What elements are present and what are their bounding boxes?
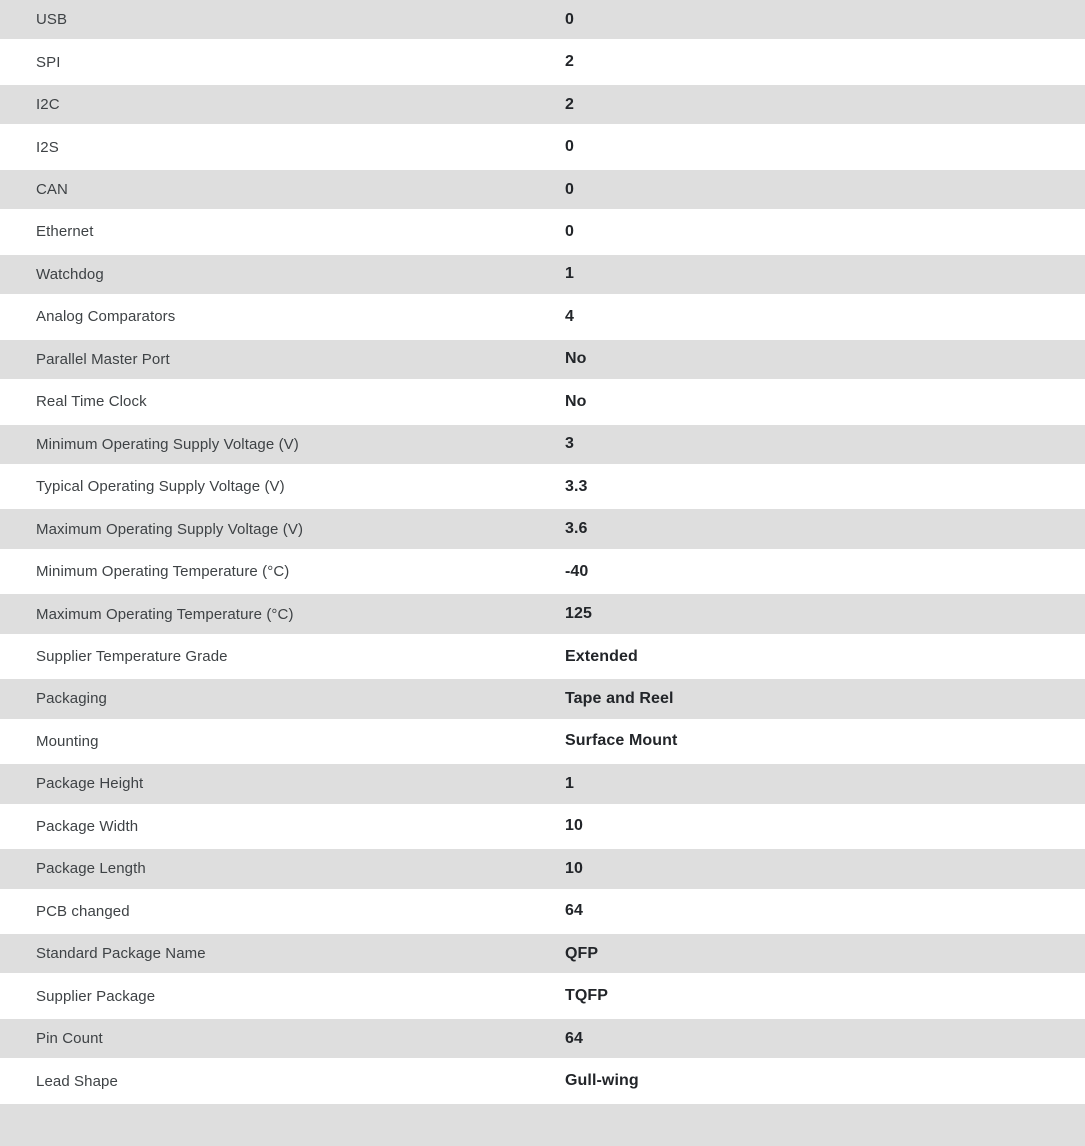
- spec-value: 64: [565, 1029, 583, 1047]
- table-row: [0, 637, 1085, 679]
- table-row: [0, 467, 1085, 509]
- spec-value: 3.6: [565, 520, 588, 538]
- spec-label: Package Width: [36, 817, 139, 835]
- table-row: [0, 42, 1085, 84]
- table-row: [0, 127, 1085, 169]
- spec-label: Maximum Operating Temperature (°C): [36, 605, 294, 623]
- spec-value: 10: [565, 817, 583, 835]
- table-row: [0, 722, 1085, 764]
- table-row: [0, 425, 1085, 467]
- spec-value: 0: [565, 222, 574, 240]
- spec-value: Tape and Reel: [565, 689, 674, 707]
- spec-value: Gull-wing: [565, 1072, 639, 1090]
- table-row-partial: [0, 1104, 1085, 1146]
- spec-label: I2S: [36, 138, 59, 156]
- spec-value: No: [565, 392, 587, 410]
- spec-label: Standard Package Name: [36, 945, 206, 963]
- table-row: [0, 934, 1085, 976]
- spec-value: Extended: [565, 647, 638, 665]
- spec-value: -40: [565, 562, 589, 580]
- table-row: [0, 892, 1085, 934]
- table-row: [0, 212, 1085, 254]
- table-row: [0, 679, 1085, 721]
- table-row: [0, 297, 1085, 339]
- spec-label: Typical Operating Supply Voltage (V): [36, 478, 285, 496]
- spec-value: Surface Mount: [565, 732, 678, 750]
- spec-value: 4: [565, 307, 574, 325]
- spec-value: 2: [565, 95, 574, 113]
- table-row: [0, 0, 1085, 42]
- spec-label: Package Height: [36, 775, 144, 793]
- spec-label: SPI: [36, 53, 61, 71]
- table-row: [0, 807, 1085, 849]
- table-row: [0, 976, 1085, 1018]
- table-row: [0, 594, 1085, 636]
- spec-label: CAN: [36, 181, 68, 199]
- spec-value: 64: [565, 902, 583, 920]
- spec-value: TQFP: [565, 987, 609, 1005]
- spec-value: 1: [565, 265, 574, 283]
- spec-value: 125: [565, 605, 592, 623]
- table-row: [0, 340, 1085, 382]
- spec-label: Mounting: [36, 732, 99, 750]
- table-row: [0, 255, 1085, 297]
- table-row: [0, 1061, 1085, 1103]
- spec-value: 3.3: [565, 477, 588, 495]
- table-row: [0, 1019, 1085, 1061]
- spec-label: Analog Comparators: [36, 308, 176, 326]
- spec-label: Maximum Operating Supply Voltage (V): [36, 520, 304, 538]
- spec-value: No: [565, 350, 587, 368]
- spec-label: Packaging: [36, 690, 107, 708]
- spec-label: Pin Count: [36, 1030, 103, 1048]
- table-row: [0, 170, 1085, 212]
- spec-value: 10: [565, 859, 583, 877]
- spec-value: QFP: [565, 944, 599, 962]
- spec-label: Supplier Package: [36, 987, 156, 1005]
- spec-label: USB: [36, 11, 68, 29]
- spec-value: 0: [565, 138, 574, 156]
- spec-value: 1: [565, 774, 574, 792]
- spec-label: I2C: [36, 96, 60, 114]
- spec-label: Parallel Master Port: [36, 350, 170, 368]
- spec-value: 0: [565, 10, 574, 28]
- spec-label: Minimum Operating Supply Voltage (V): [36, 435, 299, 453]
- spec-label: PCB changed: [36, 902, 130, 920]
- table-row: [0, 552, 1085, 594]
- spec-label: Ethernet: [36, 223, 94, 241]
- spec-value: 2: [565, 53, 574, 71]
- table-row: [0, 849, 1085, 891]
- spec-label: Lead Shape: [36, 1072, 118, 1090]
- spec-label: Package Length: [36, 860, 146, 878]
- spec-label: Watchdog: [36, 265, 104, 283]
- table-row: [0, 85, 1085, 127]
- spec-label: Minimum Operating Temperature (°C): [36, 563, 290, 581]
- spec-value: 0: [565, 180, 574, 198]
- spec-label: Real Time Clock: [36, 393, 147, 411]
- spec-label: Supplier Temperature Grade: [36, 648, 228, 666]
- table-row: [0, 382, 1085, 424]
- table-row: [0, 509, 1085, 551]
- spec-value: 3: [565, 435, 574, 453]
- table-row: [0, 764, 1085, 806]
